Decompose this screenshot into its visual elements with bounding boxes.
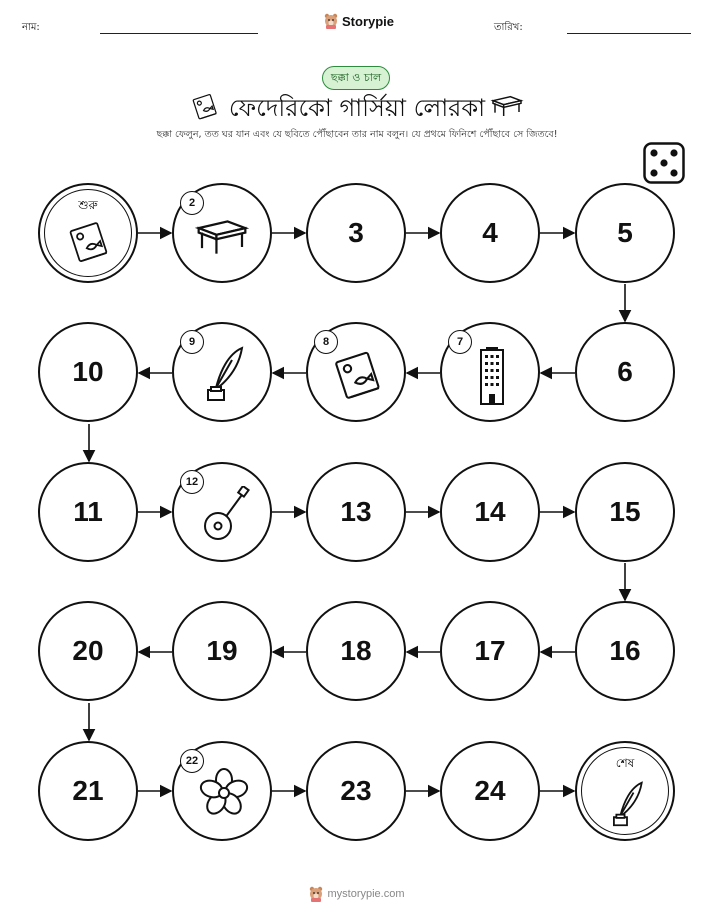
board-cell-18 — [306, 601, 406, 701]
footer-url[interactable]: mystorypie.com — [327, 888, 405, 900]
guitar-icon — [202, 486, 250, 544]
board-cell-14 — [440, 462, 540, 562]
cell-number-badge: 7 — [448, 330, 472, 354]
board-cell-4 — [440, 183, 540, 283]
board-cell-6 — [575, 322, 675, 422]
cell-number: 10 — [72, 356, 104, 387]
cell-number: 15 — [609, 496, 641, 527]
book-icon — [67, 219, 111, 263]
board-cell-13 — [306, 462, 406, 562]
end-label: শেষ — [615, 756, 635, 770]
cell-number-badge: 12 — [180, 470, 204, 494]
flower-icon — [199, 768, 249, 818]
game-type-badge: ছক্কা ও চাল — [322, 66, 390, 90]
cell-number-badge: 8 — [314, 330, 338, 354]
cell-number: 20 — [72, 635, 104, 666]
cell-number: 5 — [617, 217, 633, 248]
board-cell-20 — [38, 601, 138, 701]
date-label: তারিখ: — [494, 22, 523, 33]
book-icon — [332, 348, 384, 400]
cell-number: 18 — [340, 635, 372, 666]
board-cell-21 — [38, 741, 138, 841]
instructions-text: ছক্কা ফেলুন, তত ঘর যান এবং যে ছবিতে পৌঁছাবেন তার নাম বলুন। যে প্রথমে ফিনিশে পৌঁছাবে সে জিতবে! — [156, 129, 558, 140]
cell-number-badge: 2 — [180, 191, 204, 215]
brand-name: Storypie — [342, 13, 395, 29]
board-cell-11 — [38, 462, 138, 562]
cell-number: 16 — [609, 635, 641, 666]
cell-number-badge: 9 — [180, 330, 204, 354]
board-cell-16 — [575, 601, 675, 701]
cell-number: 13 — [340, 496, 372, 527]
table-icon — [194, 217, 250, 257]
cell-number: 6 — [617, 356, 633, 387]
cell-number: 11 — [73, 496, 103, 527]
board-cell-23 — [306, 741, 406, 841]
quill-icon — [202, 344, 246, 404]
start-cell — [38, 183, 138, 283]
board-cell-3 — [306, 183, 406, 283]
cell-number: 14 — [474, 496, 506, 527]
footer — [0, 886, 714, 902]
cell-number: 4 — [482, 217, 498, 248]
start-label: শুরু — [78, 198, 98, 212]
board-cell-17 — [440, 601, 540, 701]
board-cell-5 — [575, 183, 675, 283]
board-cell-19 — [172, 601, 272, 701]
name-label: নাম: — [22, 22, 40, 33]
building-icon — [478, 346, 506, 406]
end-cell — [575, 741, 675, 841]
cell-number: 17 — [474, 635, 506, 666]
cell-number: 23 — [340, 775, 372, 806]
cell-number-badge: 22 — [180, 749, 204, 773]
cell-number: 21 — [72, 775, 104, 806]
board-cell-15 — [575, 462, 675, 562]
board-cell-10 — [38, 322, 138, 422]
cell-number: 24 — [474, 775, 506, 806]
quill-icon — [609, 779, 645, 829]
page-title: ফেদেরিকো গার্সিয়া লোরকা — [228, 94, 486, 122]
cell-number: 19 — [206, 635, 238, 666]
cell-number: 3 — [348, 217, 364, 248]
bear-logo-icon — [309, 886, 323, 902]
board-cell-24 — [440, 741, 540, 841]
